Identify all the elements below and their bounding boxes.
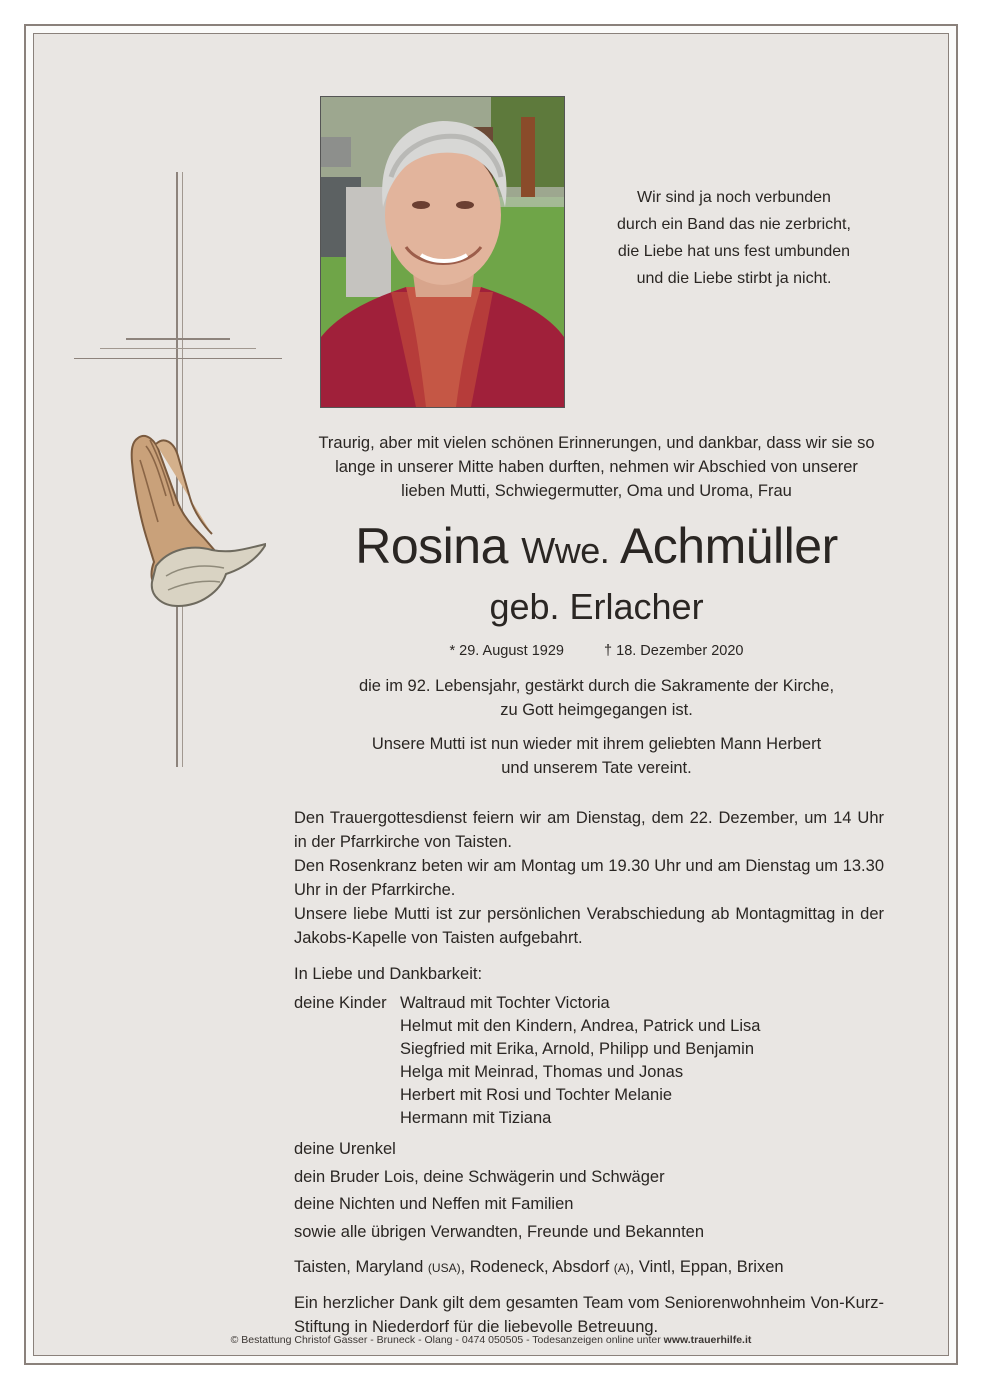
viewing-text: Unsere liebe Mutti ist zur persönlichen Verabschiedung ab Montagmittag in der Jakobs-Kapelle von Taisten aufgebahrt. [294, 905, 884, 947]
death-date: † 18. Dezember 2020 [604, 643, 744, 659]
obituary-notice [24, 24, 958, 1365]
child-entry: Helga mit Meinrad, Thomas und Jonas [400, 1063, 684, 1081]
first-name: Rosina [355, 518, 508, 574]
funeral-mass-text: Den Trauergottesdienst feiern wir am Dienstag, dem 22. Dezember, um 14 Uhr in der Pfarrkirche von Taisten. [294, 809, 884, 851]
passing-line: die im 92. Lebensjahr, gestärkt durch die Sakramente der Kirche, [358, 677, 835, 695]
reunite-text [274, 732, 919, 780]
places-part: Taisten, Maryland [294, 1258, 428, 1276]
relative-entry: dein Bruder Lois, deine Schwägerin und Schwäger [294, 1167, 665, 1186]
places-part: , Vintl, Eppan, Brixen [629, 1258, 784, 1276]
family-heading: In Liebe und Dankbarkeit: [294, 965, 483, 983]
intro-line: Traurig, aber mit vielen schönen Erinnerungen, und dankbar, dass wir sie so [318, 434, 875, 452]
life-dates [274, 640, 919, 662]
places-country-a: (A) [613, 1261, 630, 1275]
footer [34, 1334, 948, 1346]
child-entry: Helmut mit den Kindern, Andrea, Patrick und Lisa [400, 1017, 761, 1035]
child-entry: Herbert mit Rosi und Tochter Melanie [400, 1086, 673, 1104]
reunite-line: Unsere Mutti ist nun wieder mit ihrem geliebten Mann Herbert [371, 735, 822, 753]
children-block [294, 992, 894, 1130]
cross-bar-lower [74, 358, 282, 359]
relatives-list [294, 1136, 894, 1246]
child-entry: Siegfried mit Erika, Arnold, Philipp und Benjamin [400, 1040, 755, 1058]
poem [564, 184, 904, 292]
intro-line: lieben Mutti, Schwiegermutter, Oma und Uroma, Frau [401, 482, 792, 500]
praying-hands-icon [116, 426, 266, 616]
thanks-text: Ein herzlicher Dank gilt dem gesamten Team vom Seniorenwohnheim Von-Kurz-Stiftung in Niederdorf für die liebevolle Betreuung. [294, 1294, 884, 1336]
places-country-usa: (USA) [427, 1261, 461, 1275]
last-name: Achmüller [619, 518, 838, 574]
name-title: Wwe. [521, 530, 610, 571]
family-section [294, 962, 894, 1339]
cross-bar-upper [126, 338, 230, 340]
portrait-photo [320, 96, 565, 408]
poem-line: die Liebe hat uns fest umbunden [617, 243, 851, 260]
intro-text [274, 431, 919, 503]
portrait-image [321, 97, 564, 407]
children-label: deine Kinder [294, 994, 387, 1012]
maiden-name: geb. Erlacher [489, 586, 704, 627]
relative-entry: sowie alle übrigen Verwandten, Freunde und Bekannten [294, 1222, 705, 1241]
service-info [294, 806, 884, 950]
places-line [294, 1255, 894, 1280]
passing-text [274, 674, 919, 722]
child-entry: Waltraud mit Tochter Victoria [400, 994, 610, 1012]
child-entry: Hermann mit Tiziana [400, 1109, 552, 1127]
poem-line: Wir sind ja noch verbunden [637, 189, 831, 206]
footer-link[interactable]: www.trauerhilfe.it [663, 1334, 752, 1346]
footer-text: © Bestattung Christof Gasser - Bruneck - Olang - 0474 050505 - Todesanzeigen online unter [230, 1334, 664, 1346]
poem-line: und die Liebe stirbt ja nicht. [636, 270, 832, 287]
intro-line: lange in unserer Mitte haben durften, nehmen wir Abschied von unserer [335, 458, 858, 476]
relative-entry: deine Urenkel [294, 1140, 396, 1158]
rosary-text: Den Rosenkranz beten wir am Montag um 19.30 Uhr und am Dienstag um 13.30 Uhr in der Pfarrkirche. [294, 857, 884, 899]
poem-line: durch ein Band das nie zerbricht, [617, 216, 851, 233]
children-list [400, 992, 894, 1130]
reunite-line: und unserem Tate vereint. [501, 759, 692, 777]
notice-panel [33, 33, 949, 1356]
deceased-name [274, 516, 919, 581]
passing-line: zu Gott heimgegangen ist. [500, 701, 693, 719]
relative-entry: deine Nichten und Neffen mit Familien [294, 1195, 574, 1213]
places-part: , Rodeneck, Absdorf [460, 1258, 614, 1276]
cross-bar-middle [100, 348, 256, 349]
birth-date: * 29. August 1929 [449, 643, 564, 659]
